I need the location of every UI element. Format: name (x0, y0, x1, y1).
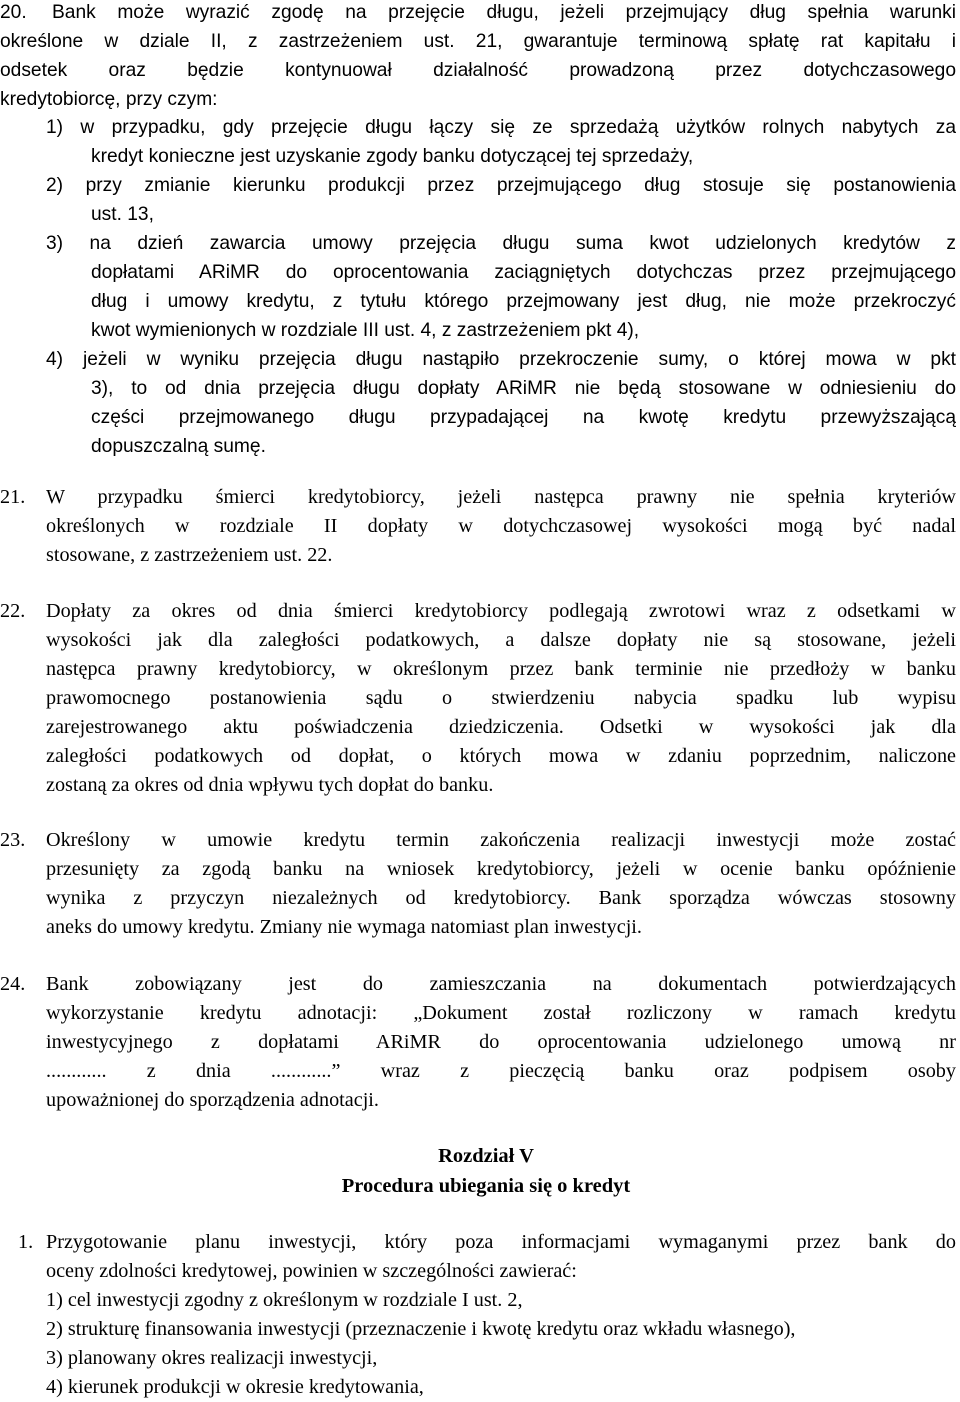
text-line: oceny zdolności kredytowej, powinien w szczególności zawierać: (46, 1260, 577, 1282)
text-line: dopuszczalną sumę. (91, 436, 266, 457)
text-line: aneks do umowy kredytu. Zmiany nie wymaga natomiast plan inwestycji. (46, 916, 642, 938)
text-line: zaległości podatkowych od dopłat, o których mowa w zdaniu poprzednim, naliczone (46, 745, 956, 767)
text-line: 4) jeżeli w wyniku przejęcia długu nastąpiło przekroczenie sumy, o której mowa w pkt (46, 349, 956, 370)
text-line: odsetek oraz będzie kontynuował działalność prowadzoną przez dotychczasowego (0, 60, 956, 81)
list-item: 2) strukturę finansowania inwestycji (przeznaczenie i kwotę kredytu oraz wkładu własnego), (46, 1318, 796, 1340)
text-line: części przejmowanego długu przypadającej na kwotę kredytu przewyższającą (91, 407, 956, 428)
text-line: inwestycyjnego z dopłatami ARiMR do oprocentowania udzielonego umową nr (46, 1031, 956, 1053)
text-line: ............ z dnia ............” wraz z pieczęcią banku oraz podpisem osoby (46, 1060, 956, 1082)
paragraph-number: 1. (18, 1231, 34, 1253)
text-line: Przygotowanie planu inwestycji, który poza informacjami wymaganymi przez bank do (46, 1231, 956, 1253)
text-line: 3), to od dnia przejęcia długu dopłaty ARiMR nie będą stosowane w odniesieniu do (91, 378, 956, 399)
text-line: kredyt konieczne jest uzyskanie zgody banku dotyczącej tej sprzedaży, (91, 146, 694, 167)
text-line: wysokości jak dla zaległości podatkowych, a dalsze dopłaty nie są stosowane, jeżeli (46, 629, 956, 651)
list-item (0, 113, 956, 171)
paragraph-body (46, 826, 956, 942)
paragraph-body (46, 970, 956, 1115)
paragraph-number: 20. (0, 2, 27, 23)
paragraph-number: 23. (0, 829, 26, 851)
list-item (0, 229, 956, 345)
list-item (0, 345, 956, 461)
chapter-subtitle: Procedura ubiegania się o kredyt (341, 1175, 631, 1197)
paragraph-number: 24. (0, 973, 26, 995)
text-line: wynika z przyczyn niezależnych od kredytobiorcy. Bank sporządza wówczas stosowny (46, 887, 956, 909)
text-line: przesunięty za zgodą banku na wniosek kredytobiorcy, jeżeli w ocenie banku opóźnienie (46, 858, 956, 880)
paragraph-number: 22. (0, 600, 26, 622)
text-line: zarejestrowanego aktu poświadczenia dziedziczenia. Odsetki w wysokości jak dla (46, 716, 956, 738)
text-line: dług i umowy kredytu, z tytułu którego przejmowany jest dług, nie może przekroczyć (91, 291, 956, 312)
list-item: 4) kierunek produkcji w okresie kredytowania, (46, 1376, 424, 1398)
text-line: Bank zobowiązany jest do zamieszczania na dokumentach potwierdzających (46, 973, 956, 995)
paragraph-20-items (0, 113, 956, 461)
text-line: 1) w przypadku, gdy przejęcie długu łączy się ze sprzedażą użytków rolnych nabytych za (46, 117, 956, 138)
text-line: kwot wymienionych w rozdziale III ust. 4, z zastrzeżeniem pkt 4), (91, 320, 640, 341)
text-line: stosowane, z zastrzeżeniem ust. 22. (46, 544, 333, 566)
text-line: następca prawny kredytobiorcy, w określonym przez bank terminie nie przedłoży w banku (46, 658, 956, 680)
paragraph-number: 21. (0, 486, 26, 508)
paragraph-body (46, 1228, 956, 1402)
text-line: Dopłaty za okres od dnia śmierci kredytobiorcy podlegają zwrotowi wraz z odsetkami w (46, 600, 956, 622)
paragraph-body (46, 597, 956, 800)
text-line: prawomocnego postanowienia sądu o stwierdzeniu nabycia spadku lub wypisu (46, 687, 956, 709)
text-line: wykorzystanie kredytu adnotacji: „Dokument został rozliczony w ramach kredytu (46, 1002, 956, 1024)
text-line: zostaną za okres od dnia wpływu tych dopłat do banku. (46, 774, 494, 796)
list-item: 1) cel inwestycji zgodny z określonym w rozdziale I ust. 2, (46, 1289, 523, 1311)
text-line: dopłatami ARiMR do oprocentowania zaciągniętych dotychczas przez przejmującego (91, 262, 956, 283)
text-line: Bank może wyrazić zgodę na przejęcie długu, jeżeli przejmujący dług spełnia warunki (52, 2, 956, 23)
chapter-title: Rozdział V (438, 1145, 534, 1167)
paragraph-body (46, 483, 956, 570)
chapter-heading (0, 1141, 960, 1201)
text-line: określonych w rozdziale II dopłaty w dotychczasowej wysokości mogą być nadal (46, 515, 956, 537)
text-line: określone w dziale II, z zastrzeżeniem ust. 21, gwarantuje terminową spłatę rat kapitału i (0, 31, 956, 52)
text-line: ust. 13, (91, 204, 154, 225)
text-line: upoważnionej do sporządzenia adnotacji. (46, 1089, 379, 1111)
list-item (0, 171, 956, 229)
text-line: 2) przy zmianie kierunku produkcji przez przejmującego dług stosuje się postanowienia (46, 175, 956, 196)
text-line: 3) na dzień zawarcia umowy przejęcia długu suma kwot udzielonych kredytów z (46, 233, 956, 254)
list-item: 3) planowany okres realizacji inwestycji, (46, 1347, 378, 1369)
text-line: W przypadku śmierci kredytobiorcy, jeżeli następca prawny nie spełnia kryteriów (46, 486, 956, 508)
text-line: Określony w umowie kredytu termin zakończenia realizacji inwestycji może zostać (46, 829, 956, 851)
text-line: kredytobiorcę, przy czym: (0, 89, 218, 110)
